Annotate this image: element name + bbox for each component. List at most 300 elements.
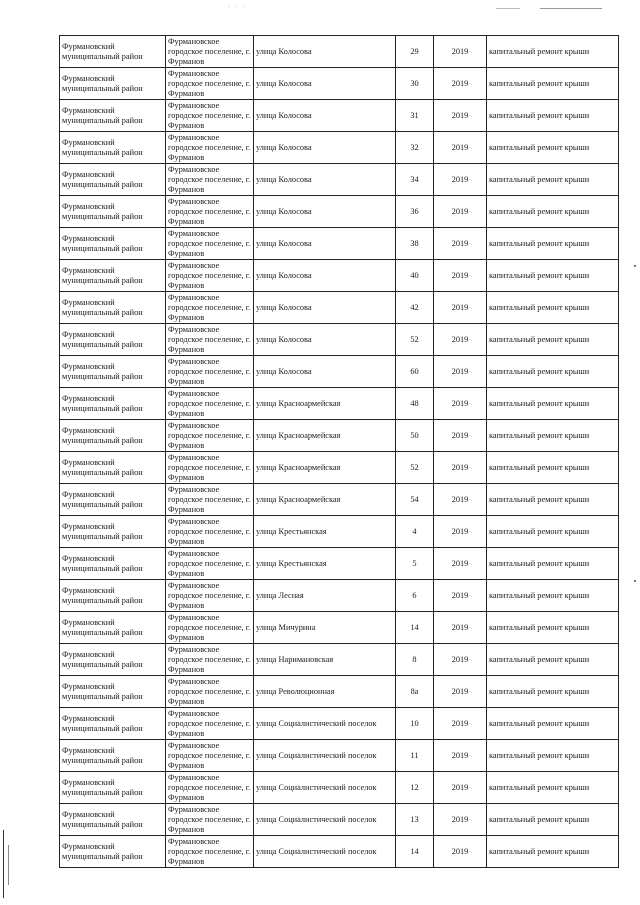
settlement-town: Фурманов [168, 184, 205, 194]
settlement-cell [166, 516, 254, 548]
settlement-type: городское поселение, г. [168, 430, 251, 440]
district-name: Фурмановский [62, 361, 115, 371]
settlement-town: Фурманов [168, 216, 205, 226]
street-cell: улица Социалистический поселок [254, 804, 396, 836]
table-row [60, 164, 619, 196]
settlement-town: Фурманов [168, 88, 205, 98]
district-name: Фурмановский [62, 169, 115, 179]
street-cell: улица Красноармейская [254, 420, 396, 452]
house-number-cell: 14 [396, 836, 434, 868]
settlement-type: городское поселение, г. [168, 462, 251, 472]
table-row [60, 644, 619, 676]
district-type: муниципальный район [62, 371, 143, 381]
settlement-cell [166, 580, 254, 612]
settlement-town: Фурманов [168, 632, 205, 642]
street-cell: улица Колосова [254, 324, 396, 356]
district-name: Фурмановский [62, 41, 115, 51]
settlement-town: Фурманов [168, 760, 205, 770]
year-cell: 2019 [434, 676, 487, 708]
street-cell: улица Социалистический поселок [254, 740, 396, 772]
table-row [60, 804, 619, 836]
district-type: муниципальный район [62, 435, 143, 445]
settlement-name: Фурмановское [168, 132, 220, 142]
year-cell: 2019 [434, 484, 487, 516]
settlement-cell [166, 452, 254, 484]
work-type-cell: капитальный ремонт крыши [487, 452, 619, 484]
settlement-type: городское поселение, г. [168, 110, 251, 120]
table-row [60, 100, 619, 132]
scan-artifact-dot [634, 265, 636, 267]
table-row [60, 612, 619, 644]
settlement-town: Фурманов [168, 856, 205, 866]
street-cell: улица Революционная [254, 676, 396, 708]
settlement-type: городское поселение, г. [168, 526, 251, 536]
street-cell: улица Колосова [254, 228, 396, 260]
settlement-type: городское поселение, г. [168, 846, 251, 856]
year-cell: 2019 [434, 196, 487, 228]
street-cell: улица Колосова [254, 260, 396, 292]
district-type: муниципальный район [62, 595, 143, 605]
district-type: муниципальный район [62, 51, 143, 61]
district-name: Фурмановский [62, 233, 115, 243]
settlement-cell [166, 260, 254, 292]
district-name: Фурмановский [62, 73, 115, 83]
year-cell: 2019 [434, 164, 487, 196]
settlement-name: Фурмановское [168, 356, 220, 366]
settlement-town: Фурманов [168, 664, 205, 674]
table-row [60, 580, 619, 612]
street-cell: улица Крестьянская [254, 548, 396, 580]
table-row [60, 836, 619, 868]
table-row [60, 516, 619, 548]
settlement-name: Фурмановское [168, 420, 220, 430]
district-cell [60, 484, 166, 516]
work-type-cell: капитальный ремонт крыши [487, 388, 619, 420]
work-type-cell: капитальный ремонт крыши [487, 484, 619, 516]
settlement-town: Фурманов [168, 280, 205, 290]
year-cell: 2019 [434, 36, 487, 68]
street-cell: улица Лесная [254, 580, 396, 612]
settlement-cell [166, 836, 254, 868]
house-number-cell: 34 [396, 164, 434, 196]
settlement-cell [166, 644, 254, 676]
house-number-cell: 42 [396, 292, 434, 324]
settlement-cell [166, 324, 254, 356]
settlement-town: Фурманов [168, 504, 205, 514]
house-number-cell: 31 [396, 100, 434, 132]
year-cell: 2019 [434, 612, 487, 644]
year-cell: 2019 [434, 388, 487, 420]
district-cell [60, 580, 166, 612]
district-type: муниципальный район [62, 275, 143, 285]
scan-artifact-line [540, 8, 602, 9]
scan-artifact-dot [634, 580, 636, 582]
street-cell: улица Мичурина [254, 612, 396, 644]
district-type: муниципальный район [62, 83, 143, 93]
house-number-cell: 6 [396, 580, 434, 612]
settlement-type: городское поселение, г. [168, 398, 251, 408]
work-type-cell: капитальный ремонт крыши [487, 644, 619, 676]
district-cell [60, 164, 166, 196]
settlement-name: Фурмановское [168, 484, 220, 494]
district-cell [60, 644, 166, 676]
work-type-cell: капитальный ремонт крыши [487, 772, 619, 804]
table-row [60, 132, 619, 164]
year-cell: 2019 [434, 292, 487, 324]
registry-body [60, 36, 619, 868]
street-cell: улица Красноармейская [254, 452, 396, 484]
table-row [60, 356, 619, 388]
work-type-cell: капитальный ремонт крыши [487, 356, 619, 388]
year-cell: 2019 [434, 548, 487, 580]
settlement-cell [166, 740, 254, 772]
house-number-cell: 32 [396, 132, 434, 164]
house-number-cell: 52 [396, 324, 434, 356]
district-name: Фурмановский [62, 681, 115, 691]
work-type-cell: капитальный ремонт крыши [487, 100, 619, 132]
house-number-cell: 12 [396, 772, 434, 804]
repair-registry-table [59, 35, 619, 868]
district-cell [60, 292, 166, 324]
district-name: Фурмановский [62, 841, 115, 851]
work-type-cell: капитальный ремонт крыши [487, 516, 619, 548]
settlement-name: Фурмановское [168, 68, 220, 78]
house-number-cell: 10 [396, 708, 434, 740]
table-row [60, 260, 619, 292]
table-row [60, 420, 619, 452]
settlement-cell [166, 132, 254, 164]
house-number-cell: 29 [396, 36, 434, 68]
district-name: Фурмановский [62, 425, 115, 435]
work-type-cell: капитальный ремонт крыши [487, 292, 619, 324]
street-cell: улица Колосова [254, 356, 396, 388]
district-cell [60, 676, 166, 708]
settlement-town: Фурманов [168, 376, 205, 386]
district-cell [60, 772, 166, 804]
district-cell [60, 228, 166, 260]
district-type: муниципальный район [62, 243, 143, 253]
settlement-cell [166, 388, 254, 420]
table-row [60, 548, 619, 580]
scan-artifact-line [496, 8, 520, 9]
district-cell [60, 612, 166, 644]
district-name: Фурмановский [62, 265, 115, 275]
settlement-name: Фурмановское [168, 36, 220, 46]
year-cell: 2019 [434, 452, 487, 484]
street-cell: улица Колосова [254, 100, 396, 132]
work-type-cell: капитальный ремонт крыши [487, 324, 619, 356]
district-name: Фурмановский [62, 553, 115, 563]
settlement-town: Фурманов [168, 600, 205, 610]
settlement-type: городское поселение, г. [168, 782, 251, 792]
work-type-cell: капитальный ремонт крыши [487, 36, 619, 68]
street-cell: улица Социалистический поселок [254, 772, 396, 804]
table-row [60, 452, 619, 484]
settlement-cell [166, 548, 254, 580]
district-type: муниципальный район [62, 659, 143, 669]
year-cell: 2019 [434, 804, 487, 836]
street-cell: улица Социалистический поселок [254, 708, 396, 740]
district-name: Фурмановский [62, 489, 115, 499]
settlement-town: Фурманов [168, 440, 205, 450]
street-cell: улица Социалистический поселок [254, 836, 396, 868]
settlement-town: Фурманов [168, 792, 205, 802]
settlement-name: Фурмановское [168, 836, 220, 846]
district-name: Фурмановский [62, 713, 115, 723]
district-cell [60, 356, 166, 388]
district-name: Фурмановский [62, 585, 115, 595]
district-type: муниципальный район [62, 211, 143, 221]
settlement-name: Фурмановское [168, 516, 220, 526]
settlement-name: Фурмановское [168, 196, 220, 206]
street-cell: улица Колосова [254, 68, 396, 100]
settlement-name: Фурмановское [168, 260, 220, 270]
district-name: Фурмановский [62, 745, 115, 755]
district-cell [60, 804, 166, 836]
house-number-cell: 54 [396, 484, 434, 516]
district-cell [60, 452, 166, 484]
table-row [60, 772, 619, 804]
district-cell [60, 36, 166, 68]
settlement-type: городское поселение, г. [168, 334, 251, 344]
district-name: Фурмановский [62, 457, 115, 467]
district-cell [60, 68, 166, 100]
district-cell [60, 196, 166, 228]
settlement-type: городское поселение, г. [168, 622, 251, 632]
year-cell: 2019 [434, 708, 487, 740]
street-cell: улица Колосова [254, 36, 396, 68]
settlement-town: Фурманов [168, 312, 205, 322]
street-cell: улица Колосова [254, 292, 396, 324]
table-row [60, 228, 619, 260]
house-number-cell: 8а [396, 676, 434, 708]
district-type: муниципальный район [62, 851, 143, 861]
district-cell [60, 388, 166, 420]
work-type-cell: капитальный ремонт крыши [487, 132, 619, 164]
district-name: Фурмановский [62, 105, 115, 115]
settlement-name: Фурмановское [168, 612, 220, 622]
work-type-cell: капитальный ремонт крыши [487, 708, 619, 740]
settlement-type: городское поселение, г. [168, 750, 251, 760]
work-type-cell: капитальный ремонт крыши [487, 164, 619, 196]
house-number-cell: 60 [396, 356, 434, 388]
district-cell [60, 260, 166, 292]
house-number-cell: 5 [396, 548, 434, 580]
district-type: муниципальный район [62, 403, 143, 413]
house-number-cell: 30 [396, 68, 434, 100]
year-cell: 2019 [434, 324, 487, 356]
table-row [60, 740, 619, 772]
settlement-town: Фурманов [168, 728, 205, 738]
settlement-town: Фурманов [168, 824, 205, 834]
work-type-cell: капитальный ремонт крыши [487, 836, 619, 868]
settlement-cell [166, 68, 254, 100]
settlement-type: городское поселение, г. [168, 590, 251, 600]
settlement-name: Фурмановское [168, 580, 220, 590]
settlement-cell [166, 804, 254, 836]
settlement-type: городское поселение, г. [168, 558, 251, 568]
settlement-cell [166, 228, 254, 260]
settlement-name: Фурмановское [168, 740, 220, 750]
district-name: Фурмановский [62, 777, 115, 787]
district-name: Фурмановский [62, 617, 115, 627]
settlement-type: городское поселение, г. [168, 46, 251, 56]
street-cell: улица Колосова [254, 196, 396, 228]
settlement-name: Фурмановское [168, 804, 220, 814]
work-type-cell: капитальный ремонт крыши [487, 548, 619, 580]
table-row [60, 388, 619, 420]
district-type: муниципальный район [62, 691, 143, 701]
house-number-cell: 48 [396, 388, 434, 420]
scan-artifact-top: · · · [228, 3, 247, 11]
settlement-name: Фурмановское [168, 100, 220, 110]
settlement-town: Фурманов [168, 696, 205, 706]
settlement-name: Фурмановское [168, 292, 220, 302]
settlement-cell [166, 356, 254, 388]
scan-artifact-edge [8, 845, 9, 885]
street-cell: улица Наримановская [254, 644, 396, 676]
district-type: муниципальный район [62, 787, 143, 797]
house-number-cell: 13 [396, 804, 434, 836]
settlement-town: Фурманов [168, 120, 205, 130]
settlement-cell [166, 484, 254, 516]
settlement-type: городское поселение, г. [168, 302, 251, 312]
house-number-cell: 11 [396, 740, 434, 772]
settlement-name: Фурмановское [168, 772, 220, 782]
settlement-town: Фурманов [168, 568, 205, 578]
year-cell: 2019 [434, 836, 487, 868]
year-cell: 2019 [434, 516, 487, 548]
work-type-cell: капитальный ремонт крыши [487, 804, 619, 836]
table-row [60, 68, 619, 100]
district-name: Фурмановский [62, 137, 115, 147]
year-cell: 2019 [434, 740, 487, 772]
house-number-cell: 50 [396, 420, 434, 452]
district-type: муниципальный район [62, 723, 143, 733]
table-row [60, 324, 619, 356]
year-cell: 2019 [434, 420, 487, 452]
settlement-type: городское поселение, г. [168, 686, 251, 696]
house-number-cell: 38 [396, 228, 434, 260]
district-cell [60, 132, 166, 164]
district-type: муниципальный район [62, 179, 143, 189]
district-type: муниципальный район [62, 467, 143, 477]
district-name: Фурмановский [62, 809, 115, 819]
district-type: муниципальный район [62, 307, 143, 317]
settlement-cell [166, 196, 254, 228]
settlement-cell [166, 292, 254, 324]
scan-artifact-edge [3, 830, 4, 898]
street-cell: улица Колосова [254, 132, 396, 164]
settlement-name: Фурмановское [168, 708, 220, 718]
settlement-type: городское поселение, г. [168, 238, 251, 248]
district-type: муниципальный район [62, 627, 143, 637]
settlement-name: Фурмановское [168, 388, 220, 398]
work-type-cell: капитальный ремонт крыши [487, 68, 619, 100]
district-type: муниципальный район [62, 147, 143, 157]
district-cell [60, 100, 166, 132]
table-row [60, 292, 619, 324]
house-number-cell: 40 [396, 260, 434, 292]
district-name: Фурмановский [62, 201, 115, 211]
district-cell [60, 516, 166, 548]
district-type: муниципальный район [62, 115, 143, 125]
settlement-type: городское поселение, г. [168, 270, 251, 280]
settlement-town: Фурманов [168, 248, 205, 258]
district-name: Фурмановский [62, 393, 115, 403]
district-cell [60, 548, 166, 580]
district-type: муниципальный район [62, 563, 143, 573]
street-cell: улица Крестьянская [254, 516, 396, 548]
year-cell: 2019 [434, 644, 487, 676]
street-cell: улица Красноармейская [254, 388, 396, 420]
district-cell [60, 708, 166, 740]
street-cell: улица Колосова [254, 164, 396, 196]
settlement-name: Фурмановское [168, 676, 220, 686]
settlement-town: Фурманов [168, 56, 205, 66]
table-row [60, 196, 619, 228]
settlement-name: Фурмановское [168, 228, 220, 238]
district-cell [60, 740, 166, 772]
district-name: Фурмановский [62, 521, 115, 531]
settlement-cell [166, 772, 254, 804]
work-type-cell: капитальный ремонт крыши [487, 580, 619, 612]
settlement-cell [166, 420, 254, 452]
settlement-town: Фурманов [168, 152, 205, 162]
settlement-type: городское поселение, г. [168, 142, 251, 152]
settlement-type: городское поселение, г. [168, 366, 251, 376]
year-cell: 2019 [434, 580, 487, 612]
settlement-name: Фурмановское [168, 164, 220, 174]
work-type-cell: капитальный ремонт крыши [487, 228, 619, 260]
year-cell: 2019 [434, 772, 487, 804]
work-type-cell: капитальный ремонт крыши [487, 196, 619, 228]
settlement-type: городское поселение, г. [168, 206, 251, 216]
table-row [60, 36, 619, 68]
work-type-cell: капитальный ремонт крыши [487, 260, 619, 292]
settlement-town: Фурманов [168, 344, 205, 354]
work-type-cell: капитальный ремонт крыши [487, 676, 619, 708]
settlement-type: городское поселение, г. [168, 718, 251, 728]
year-cell: 2019 [434, 132, 487, 164]
district-cell [60, 324, 166, 356]
district-type: муниципальный район [62, 819, 143, 829]
house-number-cell: 36 [396, 196, 434, 228]
settlement-cell [166, 676, 254, 708]
house-number-cell: 52 [396, 452, 434, 484]
settlement-cell [166, 36, 254, 68]
district-cell [60, 420, 166, 452]
settlement-name: Фурмановское [168, 644, 220, 654]
district-type: муниципальный район [62, 531, 143, 541]
settlement-type: городское поселение, г. [168, 78, 251, 88]
house-number-cell: 8 [396, 644, 434, 676]
district-type: муниципальный район [62, 755, 143, 765]
settlement-town: Фурманов [168, 472, 205, 482]
district-type: муниципальный район [62, 339, 143, 349]
settlement-town: Фурманов [168, 408, 205, 418]
district-type: муниципальный район [62, 499, 143, 509]
settlement-name: Фурмановское [168, 324, 220, 334]
settlement-type: городское поселение, г. [168, 174, 251, 184]
settlement-town: Фурманов [168, 536, 205, 546]
district-name: Фурмановский [62, 297, 115, 307]
settlement-type: городское поселение, г. [168, 654, 251, 664]
settlement-cell [166, 708, 254, 740]
street-cell: улица Красноармейская [254, 484, 396, 516]
work-type-cell: капитальный ремонт крыши [487, 740, 619, 772]
settlement-name: Фурмановское [168, 548, 220, 558]
